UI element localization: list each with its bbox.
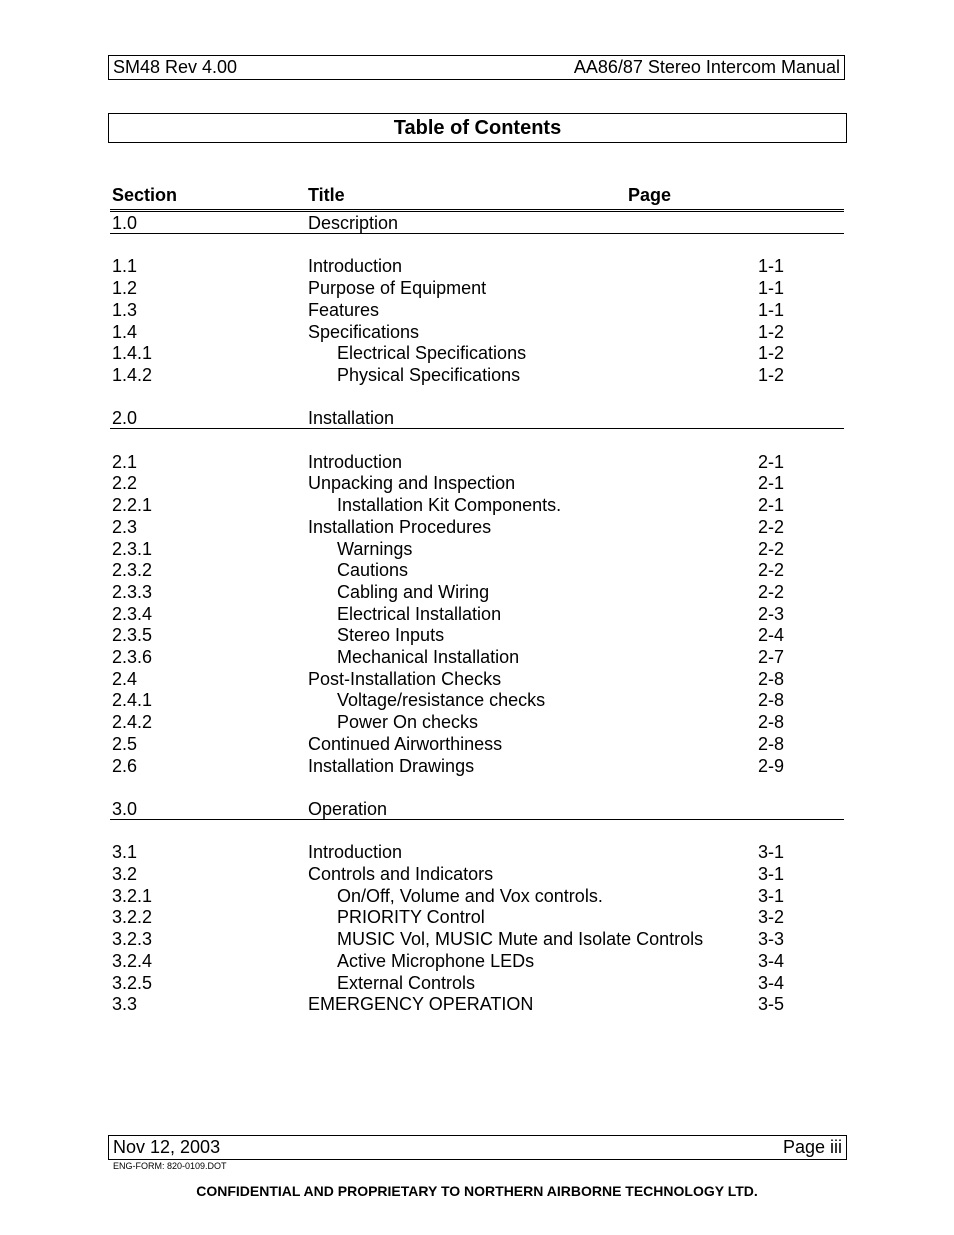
toc-entry-title: Power On checks bbox=[337, 712, 479, 733]
toc-page-number: 3-1 bbox=[758, 842, 785, 863]
toc-entry-title: Mechanical Installation bbox=[337, 647, 520, 667]
form-id: ENG-FORM: 820-0109.DOT bbox=[113, 1161, 227, 1171]
footer-page-number: Page iii bbox=[782, 1137, 842, 1157]
toc-page-number: 2-3 bbox=[758, 603, 785, 624]
page-header bbox=[108, 55, 845, 80]
toc-entry-title: Purpose of Equipment bbox=[308, 278, 487, 299]
toc-page-number: 2-8 bbox=[758, 690, 785, 711]
toc-section-number: 2.3.6 bbox=[112, 647, 153, 667]
toc-page-number: 1-1 bbox=[758, 256, 785, 277]
toc-section-number: 3.2.2 bbox=[112, 907, 153, 928]
toc-page-number: 3-5 bbox=[758, 994, 785, 1015]
toc-section-number: 1.4.1 bbox=[112, 343, 153, 364]
toc-page-number: 2-2 bbox=[758, 516, 785, 537]
toc-page-number: 2-2 bbox=[758, 538, 785, 559]
toc-section-number: 2.0 bbox=[112, 408, 138, 429]
toc-entry-title: Installation Kit Components. bbox=[337, 495, 562, 516]
toc-page-number: 2-1 bbox=[758, 451, 785, 472]
toc-entry bbox=[0, 277, 954, 299]
toc-section-number: 1.0 bbox=[112, 213, 138, 233]
toc-section-heading bbox=[110, 407, 844, 429]
toc-section-number: 2.1 bbox=[112, 451, 138, 472]
toc-page-number: 3-1 bbox=[758, 885, 785, 906]
confidential-notice: CONFIDENTIAL AND PROPRIETARY TO NORTHERN AIRBORNE TECHNOLOGY LTD. bbox=[196, 1183, 758, 1199]
toc-entry-title: EMERGENCY OPERATION bbox=[308, 994, 534, 1015]
toc-entry bbox=[0, 516, 954, 538]
toc-entry-title: Introduction bbox=[308, 451, 403, 472]
toc-page-number: 2-1 bbox=[758, 473, 785, 494]
toc-page-number: 1-1 bbox=[758, 278, 785, 299]
toc-entry-title: Continued Airworthiness bbox=[308, 733, 503, 754]
toc-page-number: 2-7 bbox=[758, 647, 785, 667]
toc-page-number: 1-2 bbox=[758, 343, 785, 364]
toc-entry-title: Cautions bbox=[337, 560, 409, 581]
manual-title: AA86/87 Stereo Intercom Manual bbox=[573, 57, 840, 77]
toc-entry bbox=[0, 451, 954, 473]
toc-entry-title: Introduction bbox=[308, 256, 403, 277]
toc-section-heading bbox=[110, 798, 844, 820]
toc-entry bbox=[0, 624, 954, 646]
toc-page-number: 2-2 bbox=[758, 560, 785, 581]
toc-entry bbox=[0, 885, 954, 907]
toc-section-number: 3.2.1 bbox=[112, 885, 153, 906]
toc-section-number: 2.4.2 bbox=[112, 712, 153, 733]
toc-entry bbox=[0, 689, 954, 711]
toc-entry bbox=[0, 472, 954, 494]
toc-page-number: 3-3 bbox=[758, 929, 785, 950]
toc-entry bbox=[0, 603, 954, 625]
toc-entry bbox=[0, 928, 954, 950]
toc-entry bbox=[0, 255, 954, 277]
toc-section-number: 2.4.1 bbox=[112, 690, 153, 711]
toc-entry bbox=[0, 972, 954, 994]
toc-page-number: 1-2 bbox=[758, 321, 785, 342]
toc-entry bbox=[0, 711, 954, 733]
toc-entry-title: Description bbox=[308, 213, 399, 233]
toc-section-number: 2.3.1 bbox=[112, 538, 153, 559]
toc-section-number: 1.2 bbox=[112, 278, 138, 299]
toc-entry-title: Cabling and Wiring bbox=[337, 581, 490, 602]
toc-section-number: 3.1 bbox=[112, 842, 138, 863]
toc-entry-title: Warnings bbox=[337, 538, 413, 559]
toc-entry bbox=[0, 863, 954, 885]
toc-section-number: 1.4.2 bbox=[112, 364, 153, 385]
toc-entry-title: Post-Installation Checks bbox=[308, 668, 502, 689]
toc-entry bbox=[0, 993, 954, 1015]
toc-entry bbox=[0, 906, 954, 928]
column-header-section: Section bbox=[112, 185, 178, 205]
toc-page-number: 2-8 bbox=[758, 668, 785, 689]
toc-entry-title: On/Off, Volume and Vox controls. bbox=[337, 885, 603, 906]
toc-page-number: 3-4 bbox=[758, 972, 785, 993]
toc-entry-title: Operation bbox=[308, 798, 388, 819]
toc-entry-title: Installation bbox=[308, 408, 395, 429]
toc-page-number: 1-2 bbox=[758, 364, 785, 385]
toc-page-number: 3-4 bbox=[758, 950, 785, 971]
toc-section-number: 2.3.2 bbox=[112, 560, 153, 581]
toc-entry bbox=[0, 299, 954, 321]
toc-section-number: 2.3 bbox=[112, 516, 138, 537]
toc-section-number: 1.1 bbox=[112, 256, 138, 277]
page-footer bbox=[108, 1135, 847, 1160]
toc-section-number: 3.0 bbox=[112, 798, 138, 819]
toc-entry-title: Specifications bbox=[308, 321, 420, 342]
toc-section-number: 2.4 bbox=[112, 668, 138, 689]
toc-entry-title: Introduction bbox=[308, 842, 403, 863]
toc-entry bbox=[0, 733, 954, 755]
toc-page-number: 2-8 bbox=[758, 733, 785, 754]
toc-section-number: 3.2.3 bbox=[112, 929, 153, 950]
toc-entry bbox=[0, 668, 954, 690]
toc-entry-title: Voltage/resistance checks bbox=[337, 690, 546, 711]
toc-entry bbox=[0, 494, 954, 516]
toc-entry-title: Controls and Indicators bbox=[308, 864, 494, 884]
toc-page-number: 2-1 bbox=[758, 495, 785, 516]
toc-section-number: 2.2 bbox=[112, 473, 138, 494]
toc-section-number: 2.3.5 bbox=[112, 625, 153, 646]
toc-section-number: 2.5 bbox=[112, 733, 138, 754]
column-header-title: Title bbox=[308, 185, 345, 205]
toc-entry bbox=[0, 755, 954, 777]
toc-entry-title: External Controls bbox=[337, 972, 476, 993]
toc-entry-title: Installation Procedures bbox=[308, 516, 492, 537]
toc-page-number: 2-8 bbox=[758, 712, 785, 733]
toc-entry bbox=[0, 538, 954, 560]
toc-entry-title: Active Microphone LEDs bbox=[337, 950, 535, 971]
toc-entry-title: Unpacking and Inspection bbox=[308, 473, 516, 494]
toc-page-number: 3-1 bbox=[758, 864, 785, 884]
toc-section-number: 1.3 bbox=[112, 299, 138, 320]
footer-date: Nov 12, 2003 bbox=[113, 1137, 221, 1157]
toc-entry bbox=[0, 581, 954, 603]
toc-entry bbox=[0, 559, 954, 581]
toc-entry bbox=[0, 342, 954, 364]
toc-entry bbox=[0, 841, 954, 863]
toc-section-number: 2.3.4 bbox=[112, 603, 153, 624]
toc-page-number: 3-2 bbox=[758, 907, 785, 928]
toc-entry-title: Features bbox=[308, 299, 380, 320]
toc-page-number: 2-4 bbox=[758, 625, 785, 646]
toc-section-number: 3.2.5 bbox=[112, 972, 153, 993]
toc-entry bbox=[0, 646, 954, 668]
toc-page-number: 2-9 bbox=[758, 755, 785, 776]
toc-entry-title: PRIORITY Control bbox=[337, 907, 485, 928]
toc-entry-title: Electrical Installation bbox=[337, 603, 502, 624]
toc-section-number: 3.2.4 bbox=[112, 950, 153, 971]
toc-entry-title: Electrical Specifications bbox=[337, 343, 527, 364]
toc-entry bbox=[0, 321, 954, 343]
column-header-page: Page bbox=[628, 185, 672, 205]
toc-section-number: 1.4 bbox=[112, 321, 138, 342]
toc-page-number: 2-2 bbox=[758, 581, 785, 602]
toc-section-number: 3.3 bbox=[112, 994, 138, 1015]
toc-section-number: 2.2.1 bbox=[112, 495, 153, 516]
toc-title: Table of Contents bbox=[393, 116, 562, 139]
toc-entry-title: Stereo Inputs bbox=[337, 625, 445, 646]
toc-section-heading bbox=[110, 212, 844, 234]
toc-section-number: 2.3.3 bbox=[112, 581, 153, 602]
toc-entry-title: Physical Specifications bbox=[337, 364, 521, 385]
document-number: SM48 Rev 4.00 bbox=[113, 57, 238, 77]
toc-section-number: 2.6 bbox=[112, 755, 138, 776]
toc-entry bbox=[0, 950, 954, 972]
toc-entry bbox=[0, 364, 954, 386]
toc-section-number: 3.2 bbox=[112, 864, 138, 884]
toc-entry-title: Installation Drawings bbox=[308, 755, 475, 776]
toc-page-number: 1-1 bbox=[758, 299, 785, 320]
toc-title-box bbox=[108, 113, 847, 143]
toc-entry-title: MUSIC Vol, MUSIC Mute and Isolate Controls bbox=[337, 929, 704, 950]
